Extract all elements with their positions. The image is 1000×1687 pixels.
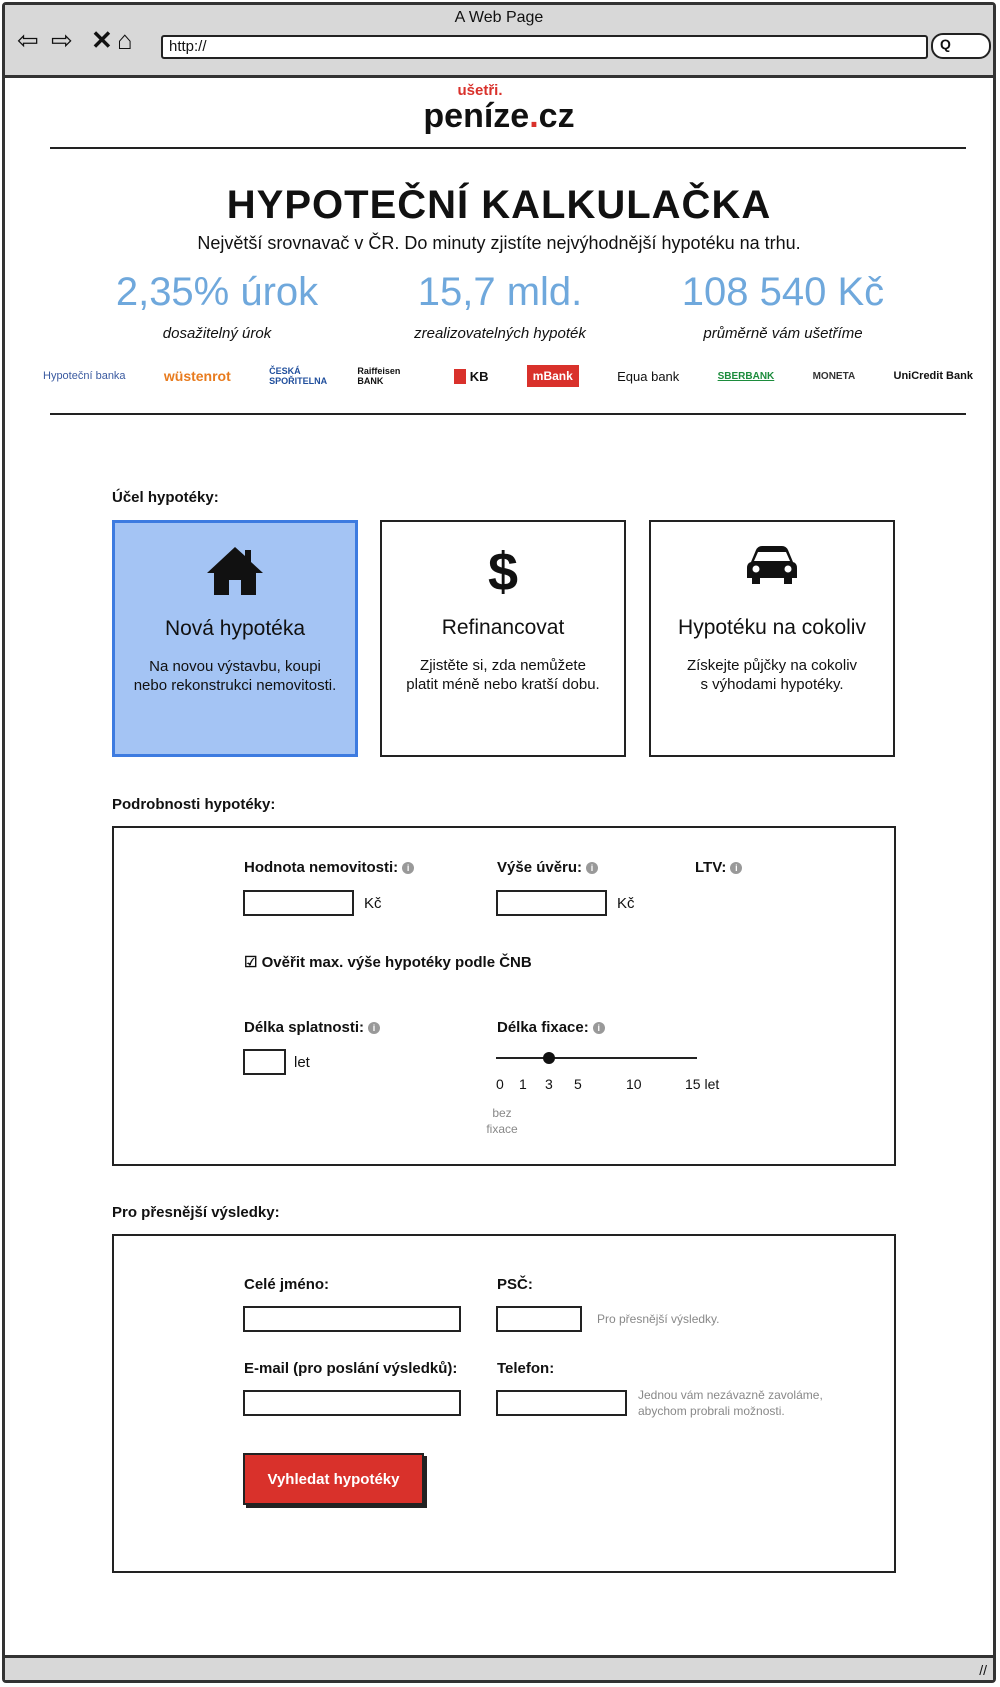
bank-logo-hypotecni: Hypoteční banka xyxy=(43,370,126,382)
page-subtitle: Největší srovnavač v ČR. Do minuty zjistíte nejvýhodnější hypotéku na trhu. xyxy=(197,233,801,253)
term-unit: let xyxy=(294,1054,310,1071)
car-icon xyxy=(651,544,893,600)
url-bar[interactable]: http:// xyxy=(161,35,928,59)
fixation-slider-track[interactable] xyxy=(496,1057,697,1059)
purpose-section-label: Účel hypotéky: xyxy=(112,489,219,506)
home-icon[interactable]: ⌂ xyxy=(117,25,133,55)
purpose-card-new-mortgage[interactable] xyxy=(112,520,358,757)
house-icon xyxy=(115,545,355,601)
property-value-input[interactable] xyxy=(243,890,354,916)
resize-grip-icon[interactable]: // xyxy=(979,1662,987,1678)
no-fixation-line: bez xyxy=(492,1106,512,1120)
card-description-line: Na novou výstavbu, koupi xyxy=(149,658,321,675)
currency-unit: Kč xyxy=(617,895,635,912)
name-label: Celé jméno: xyxy=(244,1276,330,1293)
zip-hint: Pro přesnější výsledky. xyxy=(597,1312,720,1326)
stat-volume xyxy=(350,270,650,342)
fixation-tick: 3 xyxy=(545,1076,553,1092)
loan-amount-input[interactable] xyxy=(496,890,607,916)
browser-search-box[interactable] xyxy=(931,33,991,59)
stat-label: zrealizovatelných hypoték xyxy=(414,325,586,342)
bank-logo-unicredit: UniCredit Bank xyxy=(893,370,973,382)
browser-window xyxy=(2,2,996,1683)
search-mortgages-button[interactable]: Vyhledat hypotéky xyxy=(243,1453,424,1505)
logo-tld-text: cz xyxy=(538,97,575,135)
ltv-label-text: LTV: xyxy=(695,859,727,876)
banks-divider xyxy=(50,413,966,415)
card-description xyxy=(382,656,624,694)
stat-value: 108 540 Kč xyxy=(681,270,885,314)
phone-hint-line: Jednou vám nezávazně zavoláme, xyxy=(638,1388,823,1402)
info-icon[interactable]: i xyxy=(730,862,742,874)
fixation-slider-handle[interactable] xyxy=(543,1052,555,1064)
phone-hint xyxy=(638,1387,823,1419)
bank-logo-raiffeisen: Raiffeisen BANK xyxy=(357,366,401,386)
phone-input[interactable] xyxy=(496,1390,627,1416)
term-input[interactable] xyxy=(243,1049,286,1075)
logo-dot: . xyxy=(529,97,539,135)
full-name-input[interactable] xyxy=(243,1306,461,1332)
stat-value: 2,35% úrok xyxy=(115,270,319,314)
card-description xyxy=(115,657,355,695)
zip-label: PSČ: xyxy=(497,1276,533,1293)
card-description-line: nebo rekonstrukci nemovitosti. xyxy=(133,677,337,694)
card-description-line: Zjistěte si, zda nemůžete xyxy=(420,657,586,674)
no-fixation-note xyxy=(475,1105,529,1137)
logo-small-text: ušetři. xyxy=(457,82,503,99)
info-icon[interactable]: i xyxy=(593,1022,605,1034)
fixation-tick: 10 xyxy=(626,1076,642,1092)
phone-hint-line: abychom probrali možnosti. xyxy=(638,1404,785,1418)
stat-label: průměrně vám ušetříme xyxy=(703,325,863,342)
card-title: Nová hypotéka xyxy=(164,617,306,640)
term-label xyxy=(244,1019,380,1036)
details-section-label: Podrobnosti hypotéky: xyxy=(112,796,276,813)
card-description-line: s výhodami hypotéky. xyxy=(700,676,844,693)
forward-icon[interactable]: ⇨ xyxy=(51,25,73,55)
bank-logo-equa: Equa bank xyxy=(617,368,680,384)
info-icon[interactable]: i xyxy=(586,862,598,874)
card-title: Hypotéku na cokoliv xyxy=(678,616,866,639)
bank-logo-sberbank: SBERBANK xyxy=(717,370,775,382)
ltv-label xyxy=(695,859,742,876)
fixation-label-text: Délka fixace: xyxy=(497,1019,589,1036)
currency-unit: Kč xyxy=(364,895,382,912)
back-icon[interactable]: ⇦ xyxy=(17,25,39,55)
bank-logos xyxy=(43,365,973,387)
dollar-icon: $ xyxy=(487,542,519,602)
bank-logo-mbank: mBank xyxy=(527,365,579,387)
stop-icon[interactable]: ✕ xyxy=(91,25,113,55)
stat-value: 15,7 mld. xyxy=(417,270,583,314)
contact-section-label: Pro přesnější výsledky: xyxy=(112,1204,280,1221)
search-icon: Q xyxy=(940,36,951,52)
zip-input[interactable] xyxy=(496,1306,582,1332)
stat-label: dosažitelný úrok xyxy=(162,325,272,342)
info-icon[interactable]: i xyxy=(402,862,414,874)
info-icon[interactable]: i xyxy=(368,1022,380,1034)
fixation-tick: 1 xyxy=(519,1076,527,1092)
no-fixation-line: fixace xyxy=(486,1122,518,1136)
property-value-label-text: Hodnota nemovitosti: xyxy=(244,859,399,876)
checkbox-checked-icon[interactable]: ☑ xyxy=(244,954,258,971)
phone-label: Telefon: xyxy=(497,1360,555,1377)
verify-cnb-label: Ověřit max. výše hypotéky podle ČNB xyxy=(261,954,532,971)
bank-logo-wustenrot: wüstenrot xyxy=(163,368,231,384)
logo-main-text: peníze xyxy=(423,97,530,135)
fixation-tick: 0 xyxy=(496,1076,504,1092)
window-title: A Web Page xyxy=(454,9,544,26)
property-value-label xyxy=(244,859,414,876)
stat-savings xyxy=(633,270,933,342)
purpose-card-anything[interactable] xyxy=(649,520,895,757)
fixation-tick: 15 let xyxy=(685,1076,720,1092)
email-label: E-mail (pro poslání výsledků): xyxy=(244,1360,458,1377)
header-divider xyxy=(50,147,966,149)
card-description-line: platit méně nebo kratší dobu. xyxy=(406,676,600,693)
browser-toolbar xyxy=(5,5,993,78)
card-description xyxy=(651,656,893,694)
browser-status-bar xyxy=(5,1655,993,1680)
loan-amount-label-text: Výše úvěru: xyxy=(497,859,583,876)
card-title: Refinancovat xyxy=(441,616,565,639)
page-content xyxy=(5,75,993,1658)
bank-logo-cs: ČESKÁ SPOŘITELNA xyxy=(269,366,328,386)
email-input[interactable] xyxy=(243,1390,461,1416)
card-description-line: Získejte půjčky na cokoliv xyxy=(686,657,858,674)
verify-cnb-row[interactable] xyxy=(244,953,532,971)
stat-interest xyxy=(67,270,367,342)
fixation-label xyxy=(497,1019,605,1036)
site-logo[interactable] xyxy=(5,83,993,133)
purpose-card-refinance[interactable] xyxy=(380,520,626,757)
fixation-tick: 5 xyxy=(574,1076,582,1092)
bank-logo-kb: KB xyxy=(454,369,489,384)
bank-logo-moneta: MONETA xyxy=(812,370,856,382)
page-title: HYPOTEČNÍ KALKULAČKA xyxy=(226,183,772,227)
term-label-text: Délka splatnosti: xyxy=(244,1019,365,1036)
loan-amount-label xyxy=(497,859,598,876)
